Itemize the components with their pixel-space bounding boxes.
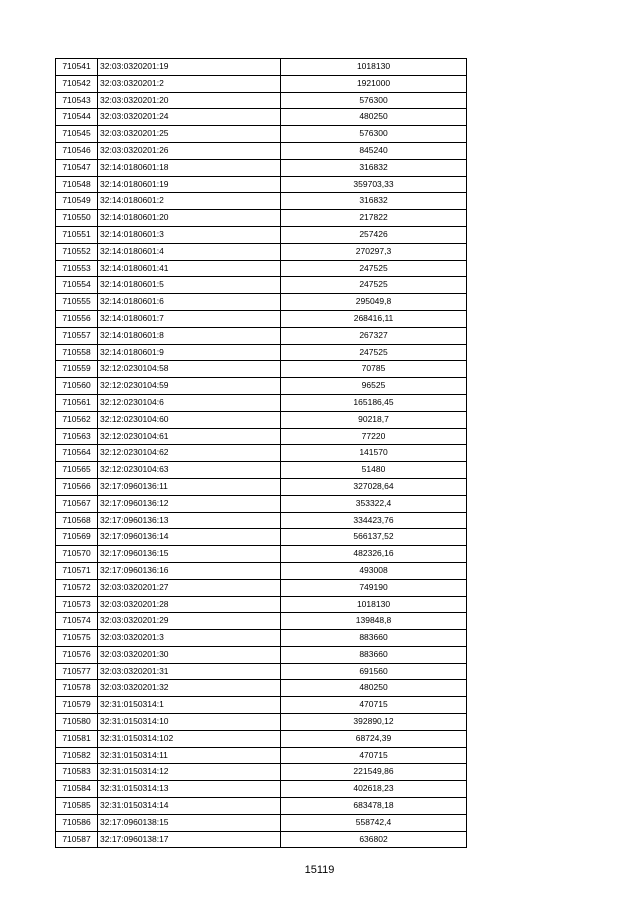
cadastral-number-cell: 32:03:0320201:31: [98, 663, 281, 680]
cadastral-number-cell: 32:31:0150314:12: [98, 764, 281, 781]
table-row: [56, 613, 467, 630]
row-id-cell: 710559: [56, 361, 98, 378]
cadastral-number-cell: 32:14:0180601:41: [98, 260, 281, 277]
cadastral-number-cell: 32:17:0960136:15: [98, 546, 281, 563]
cadastral-number-cell: 32:12:0230104:59: [98, 378, 281, 395]
row-id-cell: 710570: [56, 546, 98, 563]
value-cell: 749190: [281, 579, 467, 596]
cadastral-number-cell: 32:14:0180601:19: [98, 176, 281, 193]
value-cell: 566137,52: [281, 529, 467, 546]
value-cell: 139848,8: [281, 613, 467, 630]
row-id-cell: 710555: [56, 294, 98, 311]
value-cell: 77220: [281, 428, 467, 445]
row-id-cell: 710580: [56, 714, 98, 731]
value-cell: 691560: [281, 663, 467, 680]
value-cell: 353322,4: [281, 495, 467, 512]
value-cell: 247525: [281, 344, 467, 361]
table-row: [56, 210, 467, 227]
cadastral-number-cell: 32:17:0960136:13: [98, 512, 281, 529]
table-row: [56, 260, 467, 277]
value-cell: 51480: [281, 462, 467, 479]
cadastral-number-cell: 32:31:0150314:14: [98, 798, 281, 815]
cadastral-number-cell: 32:14:0180601:3: [98, 226, 281, 243]
value-cell: 247525: [281, 260, 467, 277]
table-row: [56, 361, 467, 378]
cadastral-number-cell: 32:03:0320201:30: [98, 646, 281, 663]
value-cell: 683478,18: [281, 798, 467, 815]
value-cell: 470715: [281, 697, 467, 714]
value-cell: 883660: [281, 630, 467, 647]
value-cell: 1018130: [281, 59, 467, 76]
row-id-cell: 710544: [56, 109, 98, 126]
value-cell: 334423,76: [281, 512, 467, 529]
table-row: [56, 411, 467, 428]
row-id-cell: 710576: [56, 646, 98, 663]
table-body: [56, 59, 467, 848]
table-row: [56, 512, 467, 529]
row-id-cell: 710575: [56, 630, 98, 647]
table-row: [56, 142, 467, 159]
table-row: [56, 428, 467, 445]
table-row: [56, 294, 467, 311]
table-row: [56, 327, 467, 344]
row-id-cell: 710558: [56, 344, 98, 361]
row-id-cell: 710562: [56, 411, 98, 428]
table-row: [56, 109, 467, 126]
table-row: [56, 579, 467, 596]
table-row: [56, 562, 467, 579]
value-cell: 221549,86: [281, 764, 467, 781]
value-cell: 68724,39: [281, 730, 467, 747]
row-id-cell: 710586: [56, 814, 98, 831]
table-row: [56, 646, 467, 663]
value-cell: 217822: [281, 210, 467, 227]
row-id-cell: 710577: [56, 663, 98, 680]
value-cell: 267327: [281, 327, 467, 344]
row-id-cell: 710561: [56, 394, 98, 411]
value-cell: 90218,7: [281, 411, 467, 428]
cadastral-number-cell: 32:14:0180601:4: [98, 243, 281, 260]
row-id-cell: 710583: [56, 764, 98, 781]
value-cell: 470715: [281, 747, 467, 764]
table-row: [56, 92, 467, 109]
table-row: [56, 546, 467, 563]
cadastral-number-cell: 32:14:0180601:5: [98, 277, 281, 294]
value-cell: 270297,3: [281, 243, 467, 260]
table-row: [56, 781, 467, 798]
table-row: [56, 663, 467, 680]
value-cell: 141570: [281, 445, 467, 462]
cadastral-number-cell: 32:17:0960136:11: [98, 478, 281, 495]
table-row: [56, 193, 467, 210]
row-id-cell: 710547: [56, 159, 98, 176]
value-cell: 493008: [281, 562, 467, 579]
cadastral-number-cell: 32:14:0180601:7: [98, 310, 281, 327]
row-id-cell: 710585: [56, 798, 98, 815]
value-cell: 96525: [281, 378, 467, 395]
cadastral-number-cell: 32:17:0960136:16: [98, 562, 281, 579]
value-cell: 316832: [281, 193, 467, 210]
cadastral-number-cell: 32:12:0230104:60: [98, 411, 281, 428]
cadastral-number-cell: 32:14:0180601:2: [98, 193, 281, 210]
value-cell: 576300: [281, 92, 467, 109]
table-row: [56, 831, 467, 848]
row-id-cell: 710551: [56, 226, 98, 243]
row-id-cell: 710572: [56, 579, 98, 596]
value-cell: 295049,8: [281, 294, 467, 311]
value-cell: 359703,33: [281, 176, 467, 193]
table-row: [56, 75, 467, 92]
cadastral-number-cell: 32:14:0180601:9: [98, 344, 281, 361]
row-id-cell: 710584: [56, 781, 98, 798]
row-id-cell: 710574: [56, 613, 98, 630]
cadastral-number-cell: 32:14:0180601:6: [98, 294, 281, 311]
row-id-cell: 710569: [56, 529, 98, 546]
cadastral-number-cell: 32:03:0320201:29: [98, 613, 281, 630]
row-id-cell: 710571: [56, 562, 98, 579]
table-row: [56, 798, 467, 815]
value-cell: 268416,11: [281, 310, 467, 327]
value-cell: 402618,23: [281, 781, 467, 798]
table-row: [56, 344, 467, 361]
cadastral-value-table: [55, 58, 467, 848]
table-row: [56, 126, 467, 143]
value-cell: 1921000: [281, 75, 467, 92]
cadastral-number-cell: 32:03:0320201:28: [98, 596, 281, 613]
value-cell: 482326,16: [281, 546, 467, 563]
row-id-cell: 710587: [56, 831, 98, 848]
row-id-cell: 710546: [56, 142, 98, 159]
value-cell: 636802: [281, 831, 467, 848]
row-id-cell: 710549: [56, 193, 98, 210]
cadastral-number-cell: 32:03:0320201:20: [98, 92, 281, 109]
cadastral-number-cell: 32:31:0150314:102: [98, 730, 281, 747]
table-row: [56, 764, 467, 781]
cadastral-number-cell: 32:17:0960138:15: [98, 814, 281, 831]
cadastral-number-cell: 32:03:0320201:26: [98, 142, 281, 159]
table-row: [56, 596, 467, 613]
row-id-cell: 710554: [56, 277, 98, 294]
value-cell: 576300: [281, 126, 467, 143]
cadastral-number-cell: 32:31:0150314:1: [98, 697, 281, 714]
cadastral-number-cell: 32:03:0320201:32: [98, 680, 281, 697]
row-id-cell: 710563: [56, 428, 98, 445]
value-cell: 392890,12: [281, 714, 467, 731]
cadastral-number-cell: 32:12:0230104:6: [98, 394, 281, 411]
value-cell: 1018130: [281, 596, 467, 613]
cadastral-number-cell: 32:12:0230104:63: [98, 462, 281, 479]
row-id-cell: 710567: [56, 495, 98, 512]
value-cell: 480250: [281, 680, 467, 697]
value-cell: 70785: [281, 361, 467, 378]
cadastral-number-cell: 32:12:0230104:58: [98, 361, 281, 378]
row-id-cell: 710582: [56, 747, 98, 764]
table-row: [56, 159, 467, 176]
table-row: [56, 445, 467, 462]
cadastral-number-cell: 32:17:0960136:12: [98, 495, 281, 512]
cadastral-number-cell: 32:03:0320201:2: [98, 75, 281, 92]
cadastral-number-cell: 32:03:0320201:19: [98, 59, 281, 76]
cadastral-number-cell: 32:03:0320201:25: [98, 126, 281, 143]
row-id-cell: 710541: [56, 59, 98, 76]
value-cell: 257426: [281, 226, 467, 243]
table-row: [56, 462, 467, 479]
row-id-cell: 710550: [56, 210, 98, 227]
cadastral-number-cell: 32:14:0180601:18: [98, 159, 281, 176]
table-row: [56, 529, 467, 546]
row-id-cell: 710557: [56, 327, 98, 344]
row-id-cell: 710578: [56, 680, 98, 697]
cadastral-number-cell: 32:31:0150314:11: [98, 747, 281, 764]
cadastral-number-cell: 32:12:0230104:61: [98, 428, 281, 445]
value-cell: 558742,4: [281, 814, 467, 831]
value-cell: 316832: [281, 159, 467, 176]
cadastral-number-cell: 32:12:0230104:62: [98, 445, 281, 462]
value-cell: 247525: [281, 277, 467, 294]
row-id-cell: 710564: [56, 445, 98, 462]
table-row: [56, 394, 467, 411]
row-id-cell: 710573: [56, 596, 98, 613]
page-number: 15119: [304, 864, 335, 876]
row-id-cell: 710581: [56, 730, 98, 747]
table-row: [56, 697, 467, 714]
row-id-cell: 710543: [56, 92, 98, 109]
value-cell: 845240: [281, 142, 467, 159]
row-id-cell: 710545: [56, 126, 98, 143]
cadastral-number-cell: 32:17:0960138:17: [98, 831, 281, 848]
table-row: [56, 243, 467, 260]
row-id-cell: 710542: [56, 75, 98, 92]
table-row: [56, 310, 467, 327]
table-row: [56, 378, 467, 395]
cadastral-number-cell: 32:14:0180601:8: [98, 327, 281, 344]
table-row: [56, 59, 467, 76]
table-row: [56, 176, 467, 193]
value-cell: 883660: [281, 646, 467, 663]
cadastral-number-cell: 32:31:0150314:10: [98, 714, 281, 731]
table-row: [56, 730, 467, 747]
row-id-cell: 710566: [56, 478, 98, 495]
row-id-cell: 710565: [56, 462, 98, 479]
value-cell: 327028,64: [281, 478, 467, 495]
table-row: [56, 478, 467, 495]
row-id-cell: 710552: [56, 243, 98, 260]
row-id-cell: 710560: [56, 378, 98, 395]
cadastral-number-cell: 32:17:0960136:14: [98, 529, 281, 546]
table-row: [56, 630, 467, 647]
cadastral-number-cell: 32:03:0320201:3: [98, 630, 281, 647]
row-id-cell: 710553: [56, 260, 98, 277]
value-cell: 165186,45: [281, 394, 467, 411]
cadastral-number-cell: 32:03:0320201:27: [98, 579, 281, 596]
table-row: [56, 747, 467, 764]
row-id-cell: 710548: [56, 176, 98, 193]
cadastral-number-cell: 32:31:0150314:13: [98, 781, 281, 798]
cadastral-number-cell: 32:03:0320201:24: [98, 109, 281, 126]
row-id-cell: 710556: [56, 310, 98, 327]
row-id-cell: 710568: [56, 512, 98, 529]
table-row: [56, 277, 467, 294]
value-cell: 480250: [281, 109, 467, 126]
table-row: [56, 814, 467, 831]
table-row: [56, 680, 467, 697]
table-row: [56, 714, 467, 731]
table-row: [56, 495, 467, 512]
cadastral-number-cell: 32:14:0180601:20: [98, 210, 281, 227]
row-id-cell: 710579: [56, 697, 98, 714]
table-row: [56, 226, 467, 243]
